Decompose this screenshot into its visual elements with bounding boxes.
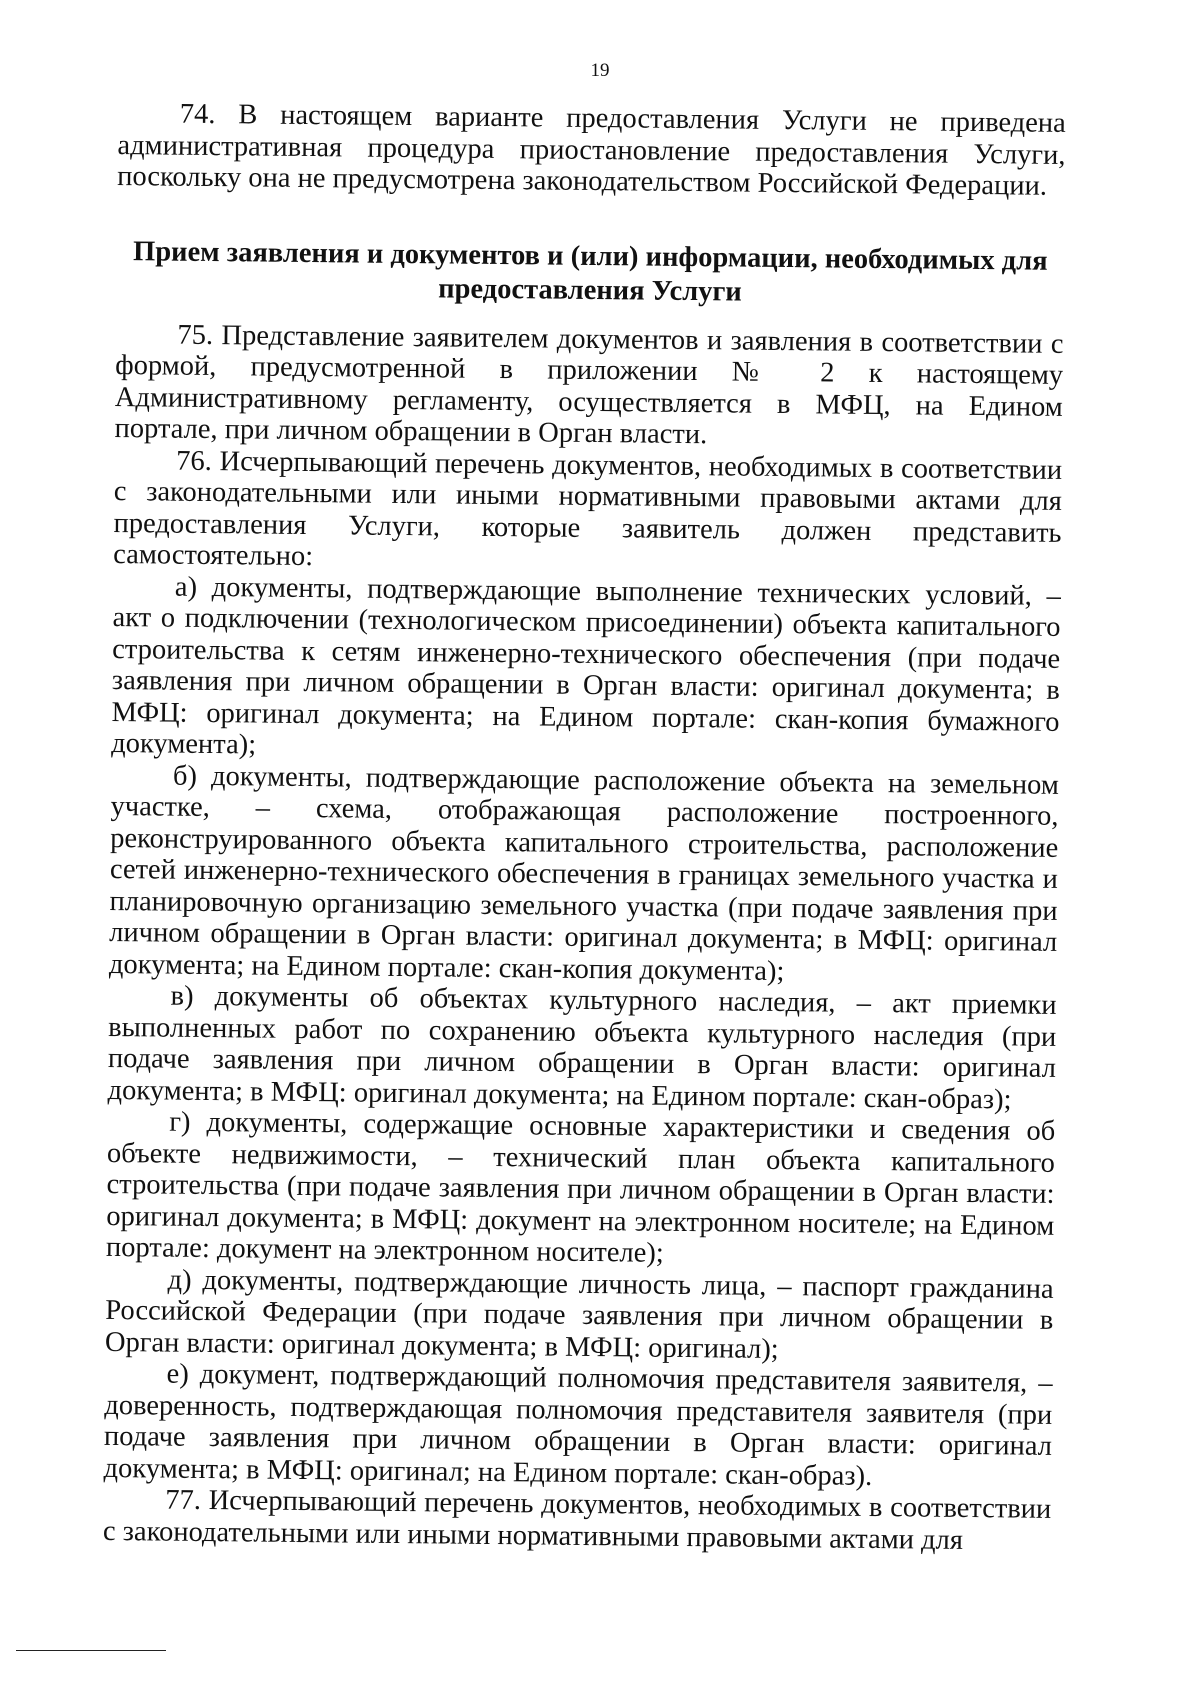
list-item-v: в) документы об объектах культурного наследия, – акт приемки выполненных работ по сохранению объекта культурного наследия (при подаче заявления при личном обращении в Орган власти: оригинал документа; в МФЦ: оригинал документа; на Едином портале: скан-образ); (107, 980, 1057, 1115)
list-item-g: г) документы, содержащие основные характеристики и сведения об объекте недвижимости, – технический план объекта капитального строительства (при подаче заявления при личном обращении в Орган власти: оригинал документа; в МФЦ: документ на электронном носителе; на Едином портале: документ на электронном носителе); (105, 1106, 1056, 1269)
paragraph-76: 76. Исчерпывающий перечень документов, необходимых в соответствии с законодательными или иными нормативными правовыми актами для предоставления Услуги, которые заявитель должен представить самостоятельно: (113, 445, 1063, 573)
document-body (103, 98, 1066, 1557)
list-item-e: е) документ, подтверждающий полномочия представителя заявителя, – доверенность, подтверждающая полномочия представителя заявителя (при подаче заявления при личном обращении в Орган власти: оригинал документа; в МФЦ: оригинал; на Едином портале: скан-образ). (103, 1358, 1053, 1492)
paragraph-77: 77. Исчерпывающий перечень документов, необходимых в соответствии с законодательными или иными нормативными правовыми актами для (102, 1484, 1052, 1556)
paragraph-75: 75. Представление заявителем документов и заявления в соответствии с формой, предусмотренной в приложении № 2 к настоящему Административному регламенту, осуществляется в МФЦ, на Едином портале, при личном обращении в Орган власти. (114, 319, 1064, 451)
footnote-rule (16, 1650, 166, 1651)
section-heading-line-2: предоставления Услуги (438, 272, 742, 308)
page-number: 19 (590, 60, 610, 81)
list-item-b: б) документы, подтверждающие расположение объекта на земельном участке, – схема, отображающая расположение построенного, реконструированного объекта капитального строительства, расположение сетей инженерно-технического обеспечения в границах земельного участка и планировочную организацию земельного участка (при подаче заявления при личном обращении в Орган власти: оригинал документа; в МФЦ: оригинал документа; на Едином портале: скан-копия документа); (108, 760, 1060, 987)
list-item-a: а) документы, подтверждающие выполнение технических условий, – акт о подключении (технологическом присоединении) объекта капитального строительства к сетям инженерно-технического обеспечения (при подаче заявления при личном обращении в Орган власти: оригинал документа; в МФЦ: оригинал документа; на Едином портале: скан-копия бумажного документа); (111, 571, 1062, 761)
section-heading-line-1: Прием заявления и документов и (или) информации, необходимых для (132, 235, 1048, 277)
paragraph-74: 74. В настоящем варианте предоставления Услуги не приведена административная процедура приостановление предоставления Услуги, поскольку она не предусмотрена законодательством Российской Федерации. (117, 98, 1066, 202)
list-item-d: д) документы, подтверждающие личность лица, – паспорт гражданина Российской Федерации (при подаче заявления при личном обращении в Орган власти: оригинал документа; в МФЦ: оригинал); (104, 1264, 1054, 1365)
section-heading (116, 234, 1065, 312)
